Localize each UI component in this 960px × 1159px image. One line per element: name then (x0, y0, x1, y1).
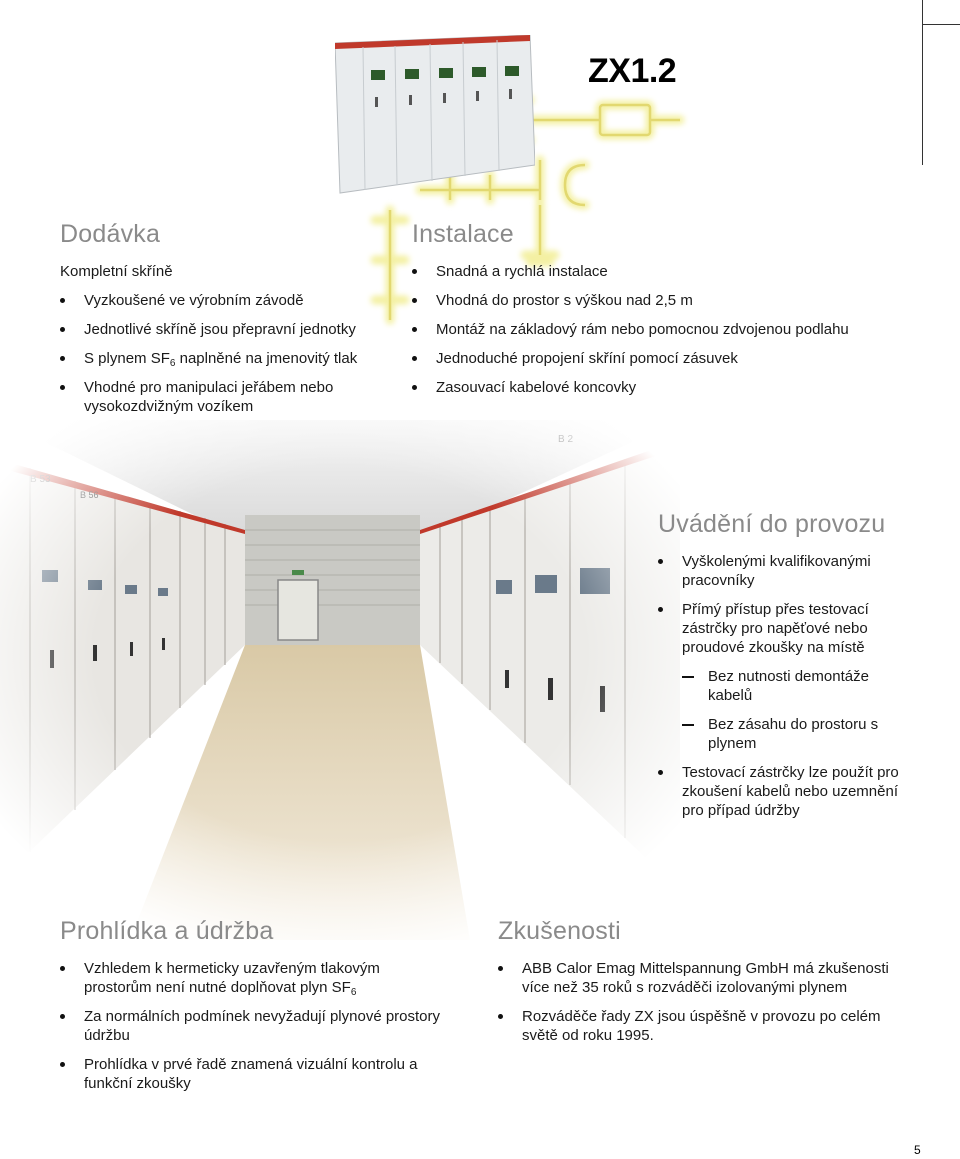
section-heading-prohlidka: Prohlídka a údržba (60, 917, 274, 945)
bullet-icon (498, 966, 503, 971)
list-item: Jednotlivé skříně jsou přepravní jednotky (60, 320, 390, 339)
list-item: Snadná a rychlá instalace (412, 262, 912, 281)
list-item: Vhodné pro manipulaci jeřábem nebo vysokozdvižným vozíkem (60, 378, 390, 416)
bullet-icon (60, 356, 65, 361)
list-item: Přímý přístup přes testovací zástrčky pro napěťové nebo proudové zkoušky na místě (658, 600, 913, 657)
instalace-list (412, 262, 912, 407)
list-item: Rozváděče řady ZX jsou úspěšně v provozu po celém světě od roku 1995. (498, 1007, 913, 1045)
bullet-icon (60, 298, 65, 303)
list-item: Vyzkoušené ve výrobním závodě (60, 291, 390, 310)
dash-icon (682, 676, 694, 678)
dodavka-intro: Kompletní skříně (60, 263, 173, 280)
section-heading-zkusenosti: Zkušenosti (498, 917, 621, 945)
bullet-icon (412, 356, 417, 361)
document-code: ZX1.2 (588, 52, 677, 90)
bullet-icon (412, 269, 417, 274)
list-item: S plynem $SF_6$ naplněné na jmenovitý tlak (60, 349, 390, 368)
list-item: Testovací zástrčky lze použít pro zkoušení kabelů nebo uzemnění pro případ údržby (658, 763, 913, 820)
bullet-icon (412, 327, 417, 332)
list-item: Vzhledem k hermeticky uzavřeným tlakovým prostorům není nutné doplňovat plyn $SF_6$ (60, 959, 450, 997)
bullet-icon (60, 385, 65, 390)
bullet-icon (658, 607, 663, 612)
uvadeni-list (658, 552, 913, 830)
list-item: Jednoduché propojení skříní pomocí zásuvek (412, 349, 912, 368)
bullet-icon (60, 966, 65, 971)
section-heading-instalace: Instalace (412, 220, 514, 248)
list-item: Vhodná do prostor s výškou nad 2,5 m (412, 291, 912, 310)
sub-list-item: Bez nutnosti demontáže kabelů (658, 667, 913, 705)
dash-icon (682, 724, 694, 726)
list-item: Zasouvací kabelové koncovky (412, 378, 912, 397)
list-item: Vyškolenými kvalifikovanými pracovníky (658, 552, 913, 590)
bullet-icon (60, 327, 65, 332)
bullet-icon (60, 1062, 65, 1067)
bullet-icon (658, 770, 663, 775)
switchgear-room-photo (0, 420, 680, 940)
sub-list-item: Bez zásahu do prostoru s plynem (658, 715, 913, 753)
section-heading-dodavka: Dodávka (60, 220, 161, 248)
bullet-icon (412, 385, 417, 390)
bullet-icon (658, 559, 663, 564)
crop-mark-horizontal (922, 24, 960, 25)
section-heading-uvadeni: Uvádění do provozu (658, 510, 886, 538)
dodavka-list (60, 291, 390, 426)
switchgear-cabinet-image (335, 35, 535, 195)
bullet-icon (498, 1014, 503, 1019)
zkusenosti-list (498, 959, 913, 1055)
page-number: 5 (914, 1143, 921, 1157)
bullet-icon (412, 298, 417, 303)
list-item: ABB Calor Emag Mittelspannung GmbH má zkušenosti více než 35 roků s rozváděči izolovanými plynem (498, 959, 913, 997)
list-item: Prohlídka v prvé řadě znamená vizuální kontrolu a funkční zkoušky (60, 1055, 450, 1093)
list-item: Montáž na základový rám nebo pomocnou zdvojenou podlahu (412, 320, 912, 339)
bullet-icon (60, 1014, 65, 1019)
prohlidka-list (60, 959, 450, 1103)
list-item: Za normálních podmínek nevyžadují plynové prostory údržbu (60, 1007, 450, 1045)
